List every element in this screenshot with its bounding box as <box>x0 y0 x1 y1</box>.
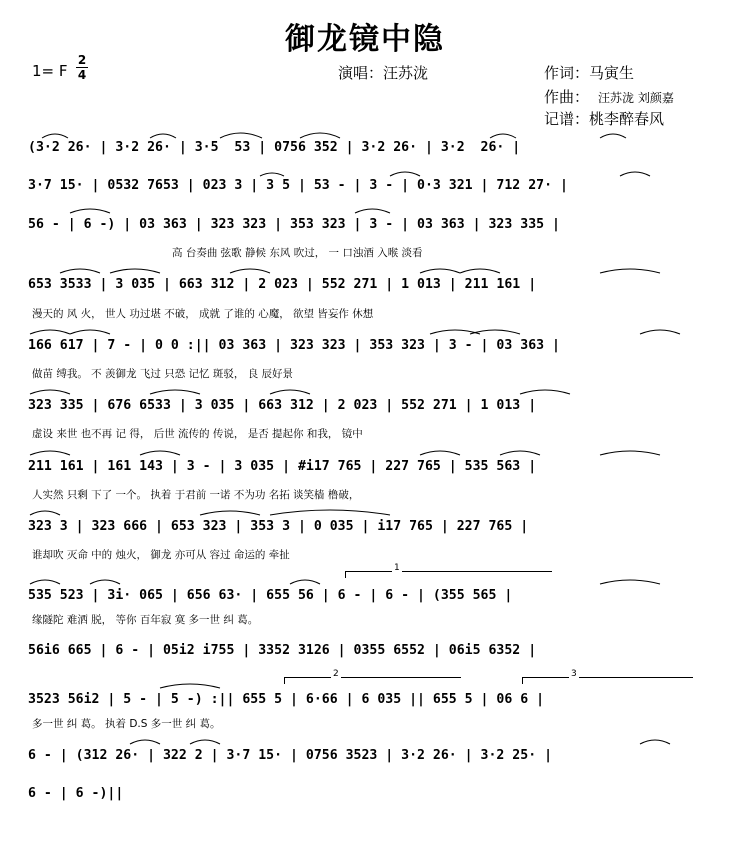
score-line-11: 3523 56i2 | 5 - | 5 -) :|| 655 5 | 6·66 | 6 035 || 655 5 | 06 6 | <box>28 692 545 707</box>
lyric-line-3: 高 台奏曲 弦歌 静候 东风 吹过， 一 口浊酒 入喉 淡看 <box>172 247 423 259</box>
lyric-line-6: 虚设 来世 也不再 记 得， 后世 流传的 传说， 是否 提起你 和我， 镜中 <box>32 428 363 440</box>
volta-bracket-1: 1 <box>345 571 552 578</box>
key-signature: 1= F <box>32 62 68 80</box>
score-line-4: 653 3533 | 3 035 | 663 312 | 2 023 | 552 271 | 1 013 | 211 161 | <box>28 277 537 292</box>
score-line-2: 3·7 15· | 0532 7653 | 023 3 | 3 5 | 53 - | 3 - | 0·3 321 | 712 27· | <box>28 178 568 193</box>
lyric-line-11: 多一世 纠 葛。 执着 D.S 多一世 纠 葛。 <box>32 718 221 730</box>
score-line-13: 6 - | 6 -)|| <box>28 786 124 801</box>
time-signature-top: 2 <box>77 53 87 67</box>
song-title: 御龙镜中隐 <box>285 22 445 57</box>
score-line-6: 323 335 | 676 6533 | 3 035 | 663 312 | 2 023 | 552 271 | 1 013 | <box>28 398 537 413</box>
lyric-line-4: 漫天的 风 火， 世人 功过堪 不破， 成就 了谁的 心魔， 欲望 皆妄作 休想 <box>32 308 374 320</box>
lyricist-credit: 作词：马寅生 <box>544 64 635 82</box>
singer-credit: 演唱：汪苏泷 <box>338 64 429 82</box>
score-line-1: (3·2 26· | 3·2 26· | 3·5 53 | 0756 352 | 3·2 26· | 3·2 26· | <box>28 140 521 155</box>
score-line-8: 323 3 | 323 666 | 653 323 | 353 3 | 0 035 | i17 765 | 227 765 | <box>28 519 529 534</box>
lyric-line-7: 人实然 只剩 下了 一个。 执着 于君前 一诺 不为功 名拓 谈笑樯 橹破， <box>32 489 360 501</box>
score-line-12: 6 - | (312 26· | 322 2 | 3·7 15· | 0756 3523 | 3·2 26· | 3·2 25· | <box>28 748 553 763</box>
score-line-7: 211 161 | 161 143 | 3 - | 3 035 | #i17 765 | 227 765 | 535 563 | <box>28 459 537 474</box>
lyric-line-8: 谁却吹 灭命 中的 烛火， 御龙 亦可从 容过 命运的 牵扯 <box>32 549 290 561</box>
score-line-10: 56i6 665 | 6 - | 05i2 i755 | 3352 3126 | 0355 6552 | 06i5 6352 | <box>28 643 537 658</box>
score-line-9: 535 523 | 3i· 065 | 656 63· | 655 56 | 6 - | 6 - | (355 565 | <box>28 588 513 603</box>
composer-names: 汪苏泷 刘颜嘉 <box>598 91 674 105</box>
composer-label: 作曲： <box>544 88 590 106</box>
score-line-3: 56 - | 6 -) | 03 363 | 323 323 | 353 323 | 3 - | 03 363 | 323 335 | <box>28 217 560 232</box>
lyric-line-5: 做苗 缚我。 不 羡御龙 飞过 只恐 记忆 斑驳， 良 辰好景 <box>32 368 294 380</box>
lyric-line-9: 缘隧陀 难洒 脱， 等你 百年寂 寞 多一世 纠 葛。 <box>32 614 259 626</box>
volta-bracket-2: 2 <box>284 677 461 684</box>
score-line-5: 166 617 | 7 - | 0 0 :|| 03 363 | 323 323 | 353 323 | 3 - | 03 363 | <box>28 338 560 353</box>
transcriber-credit: 记谱：桃李醉春风 <box>544 110 665 128</box>
time-signature-bottom: 4 <box>77 68 87 82</box>
volta-bracket-3: 3 <box>522 677 693 684</box>
